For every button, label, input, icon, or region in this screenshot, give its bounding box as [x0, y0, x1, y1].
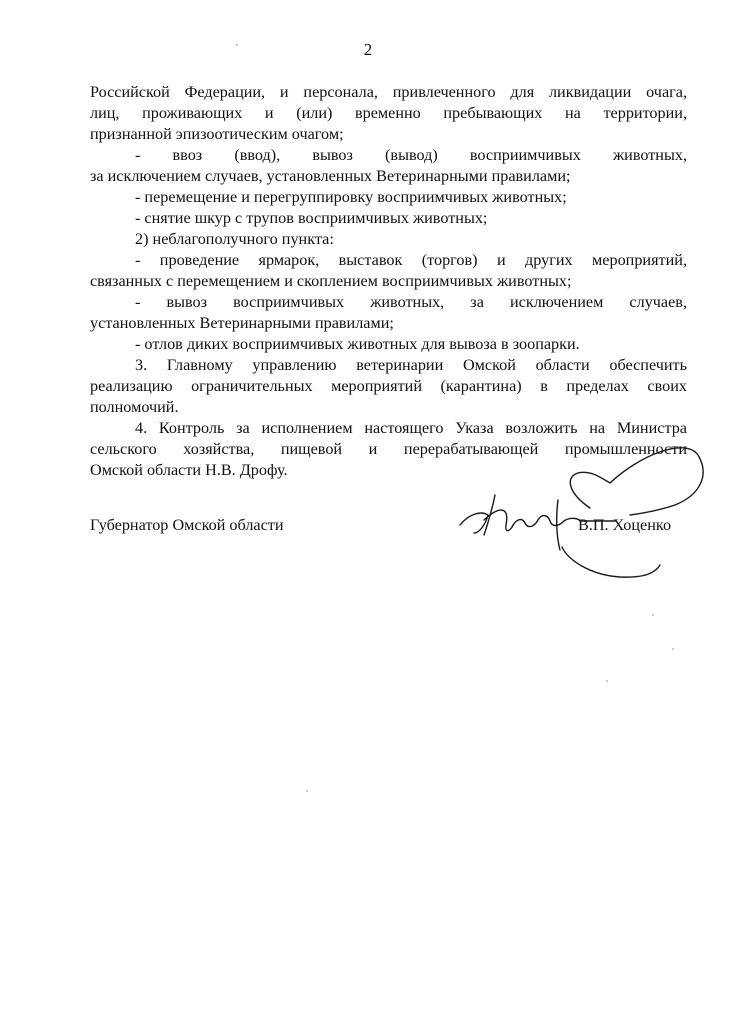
- scan-speck: [652, 614, 654, 616]
- scan-speck: [606, 680, 608, 682]
- paragraph-3: 3. Главному управлению ветеринарии Омской области обеспечить: [135, 356, 687, 374]
- list-item: - ввоз (ввод), вывоз (вывод) восприимчивых животных,: [135, 146, 687, 164]
- text-line: полномочий.: [90, 398, 179, 416]
- text-line: реализацию ограничительных мероприятий (карантина) в пределах своих: [90, 377, 687, 395]
- text-line: связанных с перемещением и скоплением восприимчивых животных;: [90, 272, 572, 290]
- scan-speck: [672, 648, 674, 650]
- text-line: установленных Ветеринарными правилами;: [90, 314, 394, 332]
- signatory-title: Губернатор Омской области: [90, 516, 284, 534]
- handwritten-signature: [440, 415, 736, 595]
- section-heading: 2) неблагополучного пункта:: [135, 230, 334, 248]
- scan-speck: [236, 44, 238, 46]
- signatory-name: В.П. Хоценко: [578, 516, 672, 534]
- paragraph-4: 4. Контроль за исполнением настоящего Указа возложить на Министра: [135, 419, 687, 437]
- text-line: лиц, проживающих и (или) временно пребывающих на территории,: [90, 104, 687, 122]
- list-item: - снятие шкур с трупов восприимчивых животных;: [135, 209, 488, 227]
- text-line: признанной эпизоотическим очагом;: [90, 125, 344, 143]
- text-line: Омской области Н.В. Дрофу.: [90, 461, 288, 479]
- text-line: Российской Федерации, и персонала, привлеченного для ликвидации очага,: [90, 83, 687, 101]
- list-item: - вывоз восприимчивых животных, за исключением случаев,: [135, 293, 687, 311]
- list-item: - отлов диких восприимчивых животных для вывоза в зоопарки.: [135, 335, 580, 353]
- page-number: 2: [363, 40, 373, 59]
- scan-speck: [306, 790, 308, 792]
- list-item: - перемещение и перегруппировку восприимчивых животных;: [135, 188, 567, 206]
- text-line: за исключением случаев, установленных Ветеринарными правилами;: [90, 167, 571, 185]
- list-item: - проведение ярмарок, выставок (торгов) и других мероприятий,: [135, 251, 687, 269]
- text-line: сельского хозяйства, пищевой и перерабатывающей промышленности: [90, 440, 687, 458]
